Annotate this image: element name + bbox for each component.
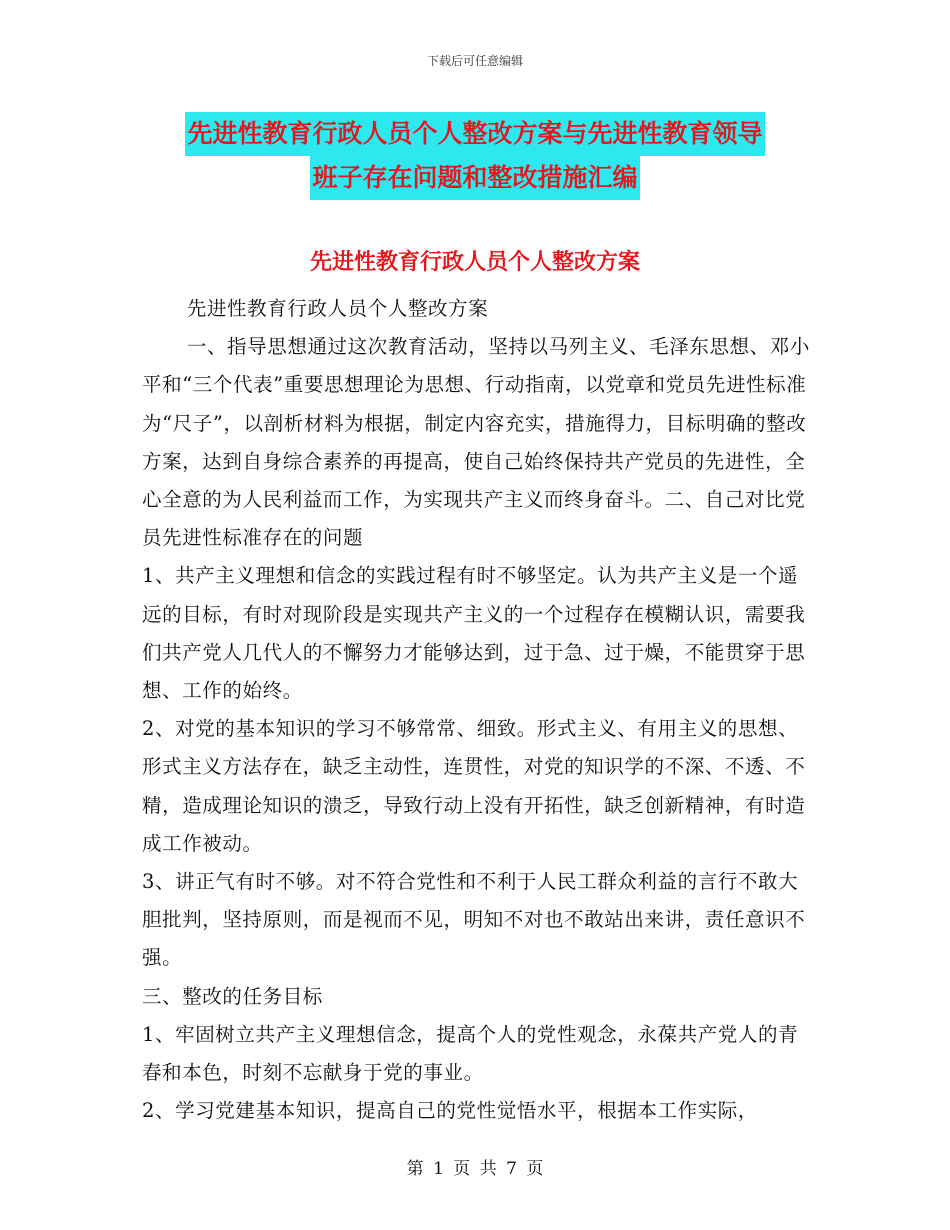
paragraph: 先进性教育行政人员个人整改方案 [186, 297, 489, 320]
document-title [0, 112, 950, 200]
paragraph: 2、对党的基本知识的学习不够常常、细致。形式主义、有用主义的思想、形式主义方法存在，缺乏主动性，连贯性，对党的知识学的不深、不透、不精，造成理论知识的溃乏，导致行动上没有开拓性，缺乏创新精神，有时造成工作被动。 [142, 717, 806, 855]
paragraph: 3、讲正气有时不够。对不符合党性和不利于人民工群众利益的言行不敢大胆批判，坚持原则，而是视而不见，明知不对也不敢站出来讲，责任意识不强。 [142, 870, 806, 970]
paragraph: 三、整改的任务目标 [142, 984, 323, 1008]
document-body [142, 290, 810, 1130]
paragraph: 1、牢固树立共产主义理想信念，提高个人的党性观念，永葆共产党人的青春和本色，时刻不忘献身于党的事业。 [142, 1022, 799, 1085]
section-title: 先进性教育行政人员个人整改方案 [309, 250, 640, 275]
paragraph: 2、学习党建基本知识，提高自己的党性觉悟水平，根据本工作实际， [142, 1099, 759, 1123]
page-header-note: 下载后可任意编辑 [426, 54, 523, 68]
page-number: 第 1 页 共 7 页 [406, 1159, 544, 1179]
title-line-2: 班子存在问题和整改措施汇编 [310, 156, 639, 200]
paragraph: 一、指导思想通过这次教育活动，坚持以马列主义、毛泽东思想、邓小平和“三个代表”重要思想理论为思想、行动指南，以党章和党员先进性标准为“尺子”，以剖析材料为根据，制定内容充实，措施得力，目标明确的整改方案，达到自身综合素养的再提高，使自己始终保持共产党员的先进性，全心全意的为人民利益而工作，为实现共产主义而终身奋斗。二、自己对比党员先进性标准存在的问题 [142, 335, 810, 550]
title-line-1: 先进性教育行政人员个人整改方案与先进性教育领导 [185, 112, 764, 156]
paragraph: 1、共产主义理想和信念的实践过程有时不够坚定。认为共产主义是一个遥远的目标，有时对现阶段是实现共产主义的一个过程存在模糊认识，需要我们共产党人几代人的不懈努力才能够达到，过于急、过于燥，不能贯穿于思想、工作的始终。 [142, 564, 806, 703]
